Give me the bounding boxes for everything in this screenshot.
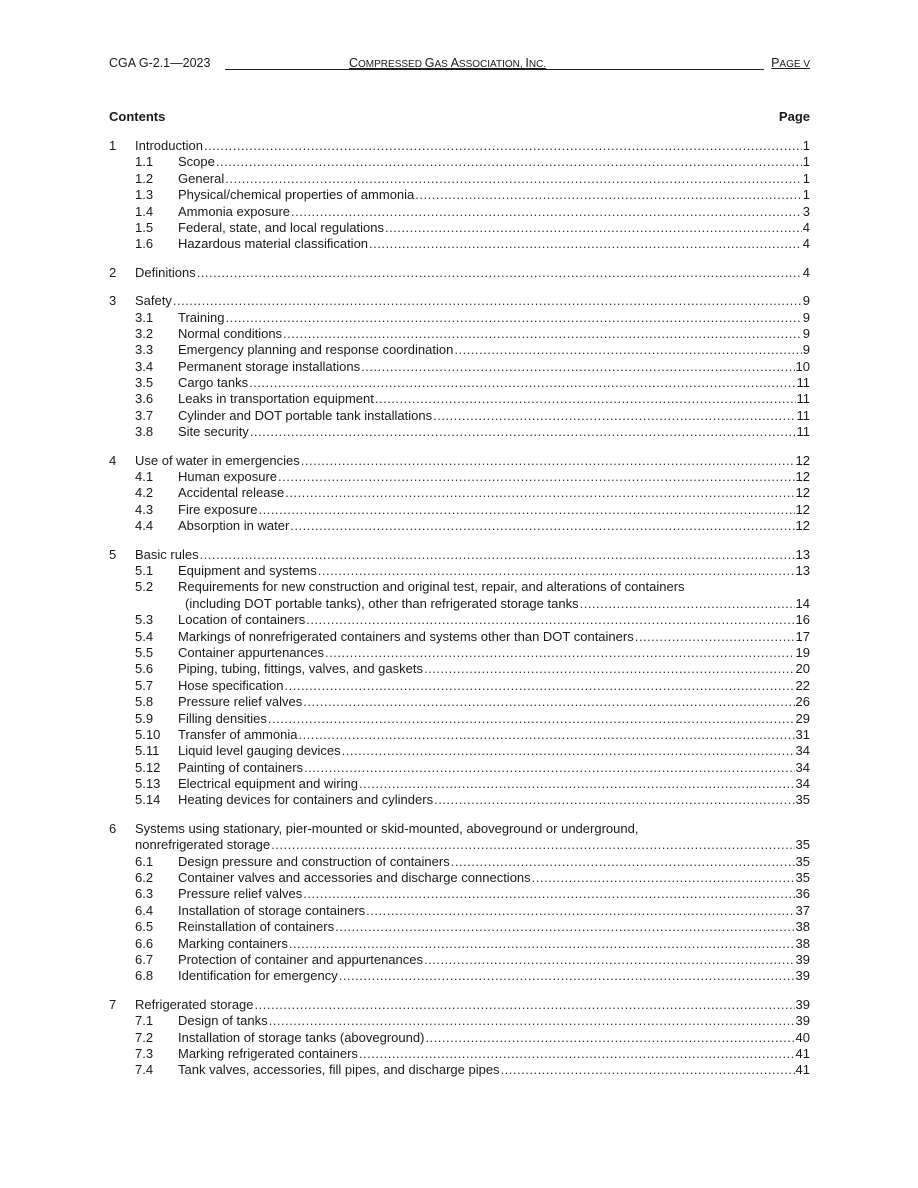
dot-leader (303, 694, 794, 710)
dot-leader (301, 453, 795, 469)
toc-section (109, 821, 810, 985)
toc-section (109, 547, 810, 809)
section-number: 7 (109, 996, 117, 1012)
toc-subentry[interactable] (109, 612, 810, 628)
toc-subentry[interactable] (109, 518, 810, 534)
page-ref: 38 (795, 935, 810, 951)
page-ref: 34 (795, 759, 810, 775)
page-ref: 41 (795, 1045, 810, 1061)
dot-leader (204, 138, 802, 154)
dot-leader (359, 1046, 795, 1062)
subsection-number: 3.6 (135, 391, 154, 407)
page-ref: 39 (795, 1013, 810, 1029)
dot-leader (425, 1030, 794, 1046)
page-ref: 14 (795, 595, 810, 611)
page-ref: 1 (802, 170, 810, 186)
dot-leader (424, 952, 795, 968)
dot-leader (290, 518, 794, 534)
toc-subentry[interactable] (109, 563, 810, 579)
subsection-number: 5.8 (135, 694, 154, 710)
subsection-title: Scope (178, 154, 215, 170)
page-column-heading: Page (778, 109, 810, 124)
subsection-title: Painting of containers (178, 759, 304, 775)
subsection-number: 6.4 (135, 902, 154, 918)
subsection-number: 1.2 (135, 170, 154, 186)
subsection-number: 4.3 (135, 501, 154, 517)
toc-section (109, 293, 810, 441)
subsection-title: Marking containers (178, 935, 288, 951)
dot-leader (318, 563, 795, 579)
toc-subentry[interactable] (109, 204, 810, 220)
subsection-title: Tank valves, accessories, fill pipes, and discharge pipes (178, 1062, 500, 1078)
dot-leader (532, 870, 795, 886)
toc-entry[interactable] (109, 453, 810, 469)
section-title: Safety (135, 293, 172, 309)
page-ref: 11 (796, 391, 810, 407)
subsection-number: 1.5 (135, 219, 154, 235)
toc-subentry[interactable] (109, 187, 810, 203)
subsection-number: 6.7 (135, 951, 154, 967)
subsection-title-continued: (including DOT portable tanks), other than refrigerated storage tanks (185, 595, 579, 611)
page-ref: 26 (795, 694, 810, 710)
subsection-title: Absorption in water (178, 518, 290, 534)
subsection-number: 7.1 (135, 1013, 154, 1029)
page-ref: 39 (795, 996, 810, 1012)
subsection-number: 3.7 (135, 407, 154, 423)
subsection-title: Site security (178, 424, 249, 440)
toc-subentry[interactable] (109, 424, 810, 440)
page-header (109, 54, 810, 72)
subsection-title: Location of containers (178, 612, 306, 628)
subsection-title: Protection of container and appurtenances (178, 951, 424, 967)
section-title-continued: nonrefrigerated storage (135, 837, 271, 853)
dot-leader (635, 629, 795, 645)
toc-entry[interactable] (109, 265, 810, 281)
subsection-title: Ammonia exposure (178, 203, 290, 219)
toc-subentry[interactable] (109, 968, 810, 984)
dot-leader (306, 612, 794, 628)
page-ref: 13 (795, 546, 810, 562)
page-ref: 9 (802, 293, 810, 309)
subsection-title: Piping, tubing, fittings, valves, and gaskets (178, 661, 423, 677)
page-ref: 39 (795, 951, 810, 967)
subsection-number: 1.1 (135, 154, 154, 170)
page-ref: 12 (795, 518, 810, 534)
page-ref: 34 (795, 776, 810, 792)
subsection-number: 5.3 (135, 612, 154, 628)
subsection-number: 5.11 (135, 743, 160, 759)
page-ref: 11 (796, 407, 810, 423)
subsection-title: Installation of storage tanks (aboveground) (178, 1029, 425, 1045)
toc-section (109, 997, 810, 1079)
toc-subentry[interactable] (109, 792, 810, 808)
subsection-title: Accidental release (178, 485, 285, 501)
dot-leader (303, 886, 794, 902)
toc-subentry[interactable] (109, 743, 810, 759)
subsection-title: Identification for emergency (178, 968, 338, 984)
toc-subentry-line (109, 579, 810, 595)
subsection-number: 5.9 (135, 710, 154, 726)
page-ref: 1 (802, 154, 810, 170)
section-title: Use of water in emergencies (135, 452, 300, 468)
subsection-number: 6.6 (135, 935, 154, 951)
dot-leader (200, 547, 795, 563)
dot-leader (501, 1062, 795, 1078)
page-ref: 4 (802, 236, 810, 252)
page-ref: 12 (795, 452, 810, 468)
section-number: 2 (109, 264, 117, 280)
subsection-number: 3.3 (135, 342, 154, 358)
subsection-title: Cylinder and DOT portable tank installations (178, 407, 433, 423)
dot-leader (258, 502, 794, 518)
section-number: 6 (109, 820, 117, 836)
toc-subentry[interactable] (109, 694, 810, 710)
toc-entry[interactable] (109, 547, 810, 563)
subsection-number: 6.3 (135, 886, 154, 902)
page-ref: 4 (802, 264, 810, 280)
organization-name: COMPRESSED GAS ASSOCIATION, INC. (349, 56, 547, 70)
subsection-number: 5.10 (135, 726, 161, 742)
page-ref: 9 (802, 325, 810, 341)
page-ref: 11 (796, 424, 810, 440)
toc-subentry[interactable] (109, 469, 810, 485)
subsection-number: 4.2 (135, 485, 154, 501)
subsection-number: 5.13 (135, 776, 161, 792)
subsection-title: Training (178, 309, 225, 325)
subsection-number: 6.2 (135, 870, 154, 886)
subsection-title: Hazardous material classification (178, 236, 369, 252)
page-ref: 1 (802, 187, 810, 203)
page-ref: 12 (795, 469, 810, 485)
subsection-title: Human exposure (178, 469, 277, 485)
toc-section (109, 138, 810, 253)
page-ref: 12 (795, 501, 810, 517)
page-ref: 36 (795, 886, 810, 902)
page-ref: 3 (802, 203, 810, 219)
subsection-number: 3.5 (135, 375, 154, 391)
dot-leader (216, 154, 802, 170)
toc-subentry[interactable] (109, 1046, 810, 1062)
subsection-title: Marking refrigerated containers (178, 1045, 358, 1061)
section-number: 5 (109, 546, 117, 562)
page-ref: 34 (795, 743, 810, 759)
dot-leader (268, 711, 795, 727)
subsection-title: General (178, 170, 225, 186)
subsection-title: Fire exposure (178, 501, 258, 517)
subsection-number: 5.4 (135, 628, 154, 644)
page-ref: 35 (795, 792, 810, 808)
toc-subentry[interactable] (109, 1030, 810, 1046)
page-ref: 4 (802, 219, 810, 235)
toc-subentry[interactable] (109, 854, 810, 870)
toc-entry-line (109, 821, 810, 837)
page-ref: 41 (795, 1062, 810, 1078)
page-ref: 35 (795, 870, 810, 886)
contents-heading: Contents (109, 109, 166, 124)
page-ref: 39 (795, 968, 810, 984)
subsection-title: Hose specification (178, 677, 284, 693)
dot-leader (304, 760, 795, 776)
toc-subentry[interactable] (109, 1013, 810, 1029)
dot-leader (291, 204, 802, 220)
dot-leader (271, 837, 794, 853)
dot-leader (269, 1013, 795, 1029)
toc-subentry[interactable] (109, 760, 810, 776)
subsection-title: Markings of nonrefrigerated containers and systems other than DOT containers (178, 628, 634, 644)
page-number: PAGE V (771, 56, 810, 70)
section-title[interactable]: Systems using stationary, pier-mounted or skid-mounted, aboveground or underground, (135, 820, 639, 836)
page-ref: 17 (795, 628, 810, 644)
dot-leader (366, 903, 794, 919)
subsection-number: 5.1 (135, 562, 154, 578)
dot-leader (415, 187, 801, 203)
subsection-number: 1.4 (135, 203, 154, 219)
section-title: Introduction (135, 138, 203, 153)
toc-entry[interactable] (109, 837, 810, 853)
page-ref: 13 (795, 562, 810, 578)
subsection-number: 1.6 (135, 236, 154, 252)
toc-subentry[interactable] (109, 727, 810, 743)
dot-leader (335, 919, 794, 935)
dot-leader (361, 359, 794, 375)
dot-leader (454, 342, 801, 358)
toc-subentry[interactable] (109, 919, 810, 935)
page-ref: 29 (795, 710, 810, 726)
toc-subentry[interactable] (109, 171, 810, 187)
toc-subentry[interactable] (109, 342, 810, 358)
toc-subentry[interactable] (109, 870, 810, 886)
toc-subentry[interactable] (109, 629, 810, 645)
subsection-number: 5.14 (135, 792, 161, 808)
dot-leader (451, 854, 795, 870)
toc-subentry[interactable] (109, 154, 810, 170)
subsection-number: 3.1 (135, 309, 154, 325)
toc-subentry[interactable] (109, 485, 810, 501)
subsection-number: 1.3 (135, 187, 154, 203)
toc-subentry[interactable] (109, 220, 810, 236)
toc-entry[interactable] (109, 997, 810, 1013)
subsection-number: 4.1 (135, 469, 154, 485)
subsection-title: Physical/chemical properties of ammonia (178, 187, 415, 203)
toc-subentry[interactable] (109, 1062, 810, 1078)
toc-entry[interactable] (109, 293, 810, 309)
page-ref: 19 (795, 644, 810, 660)
dot-leader (285, 678, 795, 694)
subsection-title: Installation of storage containers (178, 902, 366, 918)
page-ref: 11 (796, 375, 810, 391)
section-title: Refrigerated storage (135, 996, 254, 1012)
dot-leader (225, 310, 801, 326)
page-ref: 38 (795, 919, 810, 935)
section-title: Basic rules (135, 546, 199, 562)
page-ref: 22 (795, 677, 810, 693)
subsection-number: 5.2 (135, 579, 154, 595)
dot-leader (298, 727, 794, 743)
subsection-title: Container valves and accessories and discharge connections (178, 870, 531, 886)
subsection-number: 4.4 (135, 518, 154, 534)
dot-leader (375, 391, 796, 407)
toc-subentry[interactable] (109, 391, 810, 407)
toc-subentry[interactable] (109, 711, 810, 727)
dot-leader (278, 469, 795, 485)
subsection-number: 7.2 (135, 1029, 154, 1045)
dot-leader (424, 661, 795, 677)
dot-leader (325, 645, 795, 661)
toc-subentry[interactable] (109, 502, 810, 518)
table-of-contents (109, 138, 810, 1091)
subsection-number: 5.5 (135, 644, 154, 660)
toc-entry[interactable] (109, 138, 810, 154)
section-number: 3 (109, 293, 117, 309)
subsection-number: 6.1 (135, 853, 154, 869)
dot-leader (197, 265, 802, 281)
subsection-number: 6.8 (135, 968, 154, 984)
page-ref: 40 (795, 1029, 810, 1045)
page-ref: 35 (795, 853, 810, 869)
toc-subentry[interactable] (109, 678, 810, 694)
subsection-title: Pressure relief valves (178, 886, 303, 902)
dot-leader (225, 171, 802, 187)
section-title: Definitions (135, 264, 196, 280)
page-ref: 35 (795, 837, 810, 853)
subsection-title: Pressure relief valves (178, 694, 303, 710)
dot-leader (433, 408, 795, 424)
contents-heading-row (109, 109, 810, 124)
subsection-title: Cargo tanks (178, 375, 249, 391)
toc-subentry[interactable] (109, 661, 810, 677)
subsection-number: 5.7 (135, 677, 154, 693)
subsection-title: Permanent storage installations (178, 358, 361, 374)
subsection-title: Heating devices for containers and cylinders (178, 792, 434, 808)
subsection-number: 3.4 (135, 358, 154, 374)
toc-subentry[interactable] (109, 596, 810, 612)
subsection-number: 5.12 (135, 759, 161, 775)
subsection-title: Equipment and systems (178, 562, 317, 578)
page-ref: 31 (795, 726, 810, 742)
toc-subentry[interactable] (109, 645, 810, 661)
subsection-title: Leaks in transportation equipment (178, 391, 374, 407)
dot-leader (385, 220, 802, 236)
subsection-title: Reinstallation of containers (178, 919, 335, 935)
subsection-number: 5.6 (135, 661, 154, 677)
subsection-title: Electrical equipment and wiring (178, 776, 358, 792)
subsection-title[interactable]: Requirements for new construction and original test, repair, and alterations of containers (178, 579, 685, 595)
dot-leader (255, 997, 795, 1013)
toc-subentry[interactable] (109, 236, 810, 252)
subsection-number: 6.5 (135, 919, 154, 935)
toc-subentry[interactable] (109, 776, 810, 792)
toc-subentry[interactable] (109, 886, 810, 902)
subsection-title: Transfer of ammonia (178, 726, 298, 742)
page-ref: 9 (802, 342, 810, 358)
section-number: 1 (109, 138, 117, 153)
dot-leader (342, 743, 795, 759)
dot-leader (434, 792, 794, 808)
subsection-number: 3.8 (135, 424, 154, 440)
page-ref: 16 (795, 612, 810, 628)
toc-subentry[interactable] (109, 408, 810, 424)
dot-leader (250, 424, 796, 440)
toc-subentry[interactable] (109, 952, 810, 968)
page-ref: 20 (795, 661, 810, 677)
subsection-title: Liquid level gauging devices (178, 743, 341, 759)
toc-subentry[interactable] (109, 375, 810, 391)
toc-section (109, 453, 810, 535)
dot-leader (285, 485, 794, 501)
subsection-title: Normal conditions (178, 325, 283, 341)
dot-leader (173, 293, 802, 309)
dot-leader (283, 326, 802, 342)
subsection-number: 7.3 (135, 1045, 154, 1061)
subsection-title: Design pressure and construction of containers (178, 853, 450, 869)
toc-section (109, 265, 810, 281)
subsection-number: 3.2 (135, 325, 154, 341)
dot-leader (369, 236, 802, 252)
subsection-title: Federal, state, and local regulations (178, 219, 384, 235)
subsection-title: Container appurtenances (178, 644, 324, 660)
page-ref: 1 (802, 138, 810, 153)
section-number: 4 (109, 452, 117, 468)
toc-subentry[interactable] (109, 359, 810, 375)
dot-leader (359, 776, 795, 792)
dot-leader (249, 375, 795, 391)
document-id: CGA G-2.1—2023 (109, 56, 211, 70)
page-ref: 9 (802, 309, 810, 325)
subsection-title: Design of tanks (178, 1013, 268, 1029)
page-ref: 12 (795, 485, 810, 501)
page-ref: 10 (795, 358, 810, 374)
subsection-title: Filling densities (178, 710, 267, 726)
dot-leader (580, 596, 795, 612)
dot-leader (339, 968, 795, 984)
subsection-number: 7.4 (135, 1062, 154, 1078)
toc-subentry[interactable] (109, 903, 810, 919)
toc-subentry[interactable] (109, 936, 810, 952)
subsection-title: Emergency planning and response coordination (178, 342, 454, 358)
dot-leader (289, 936, 795, 952)
toc-subentry[interactable] (109, 310, 810, 326)
page-ref: 37 (795, 902, 810, 918)
toc-subentry[interactable] (109, 326, 810, 342)
